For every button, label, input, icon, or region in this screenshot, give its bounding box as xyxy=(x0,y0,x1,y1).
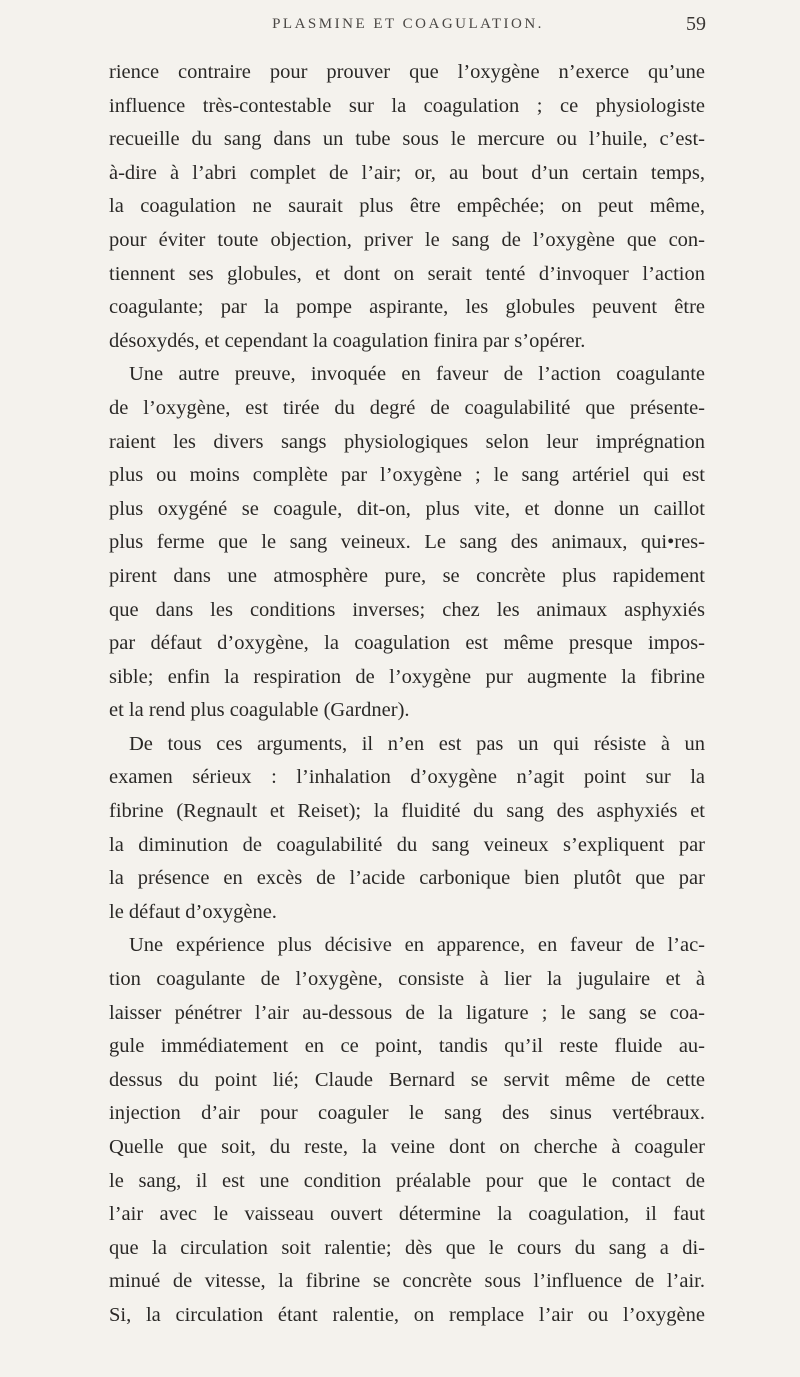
body-text xyxy=(109,56,705,1333)
text-line: minué de vitesse, la fibrine se concrète sous l’influence de l’air. xyxy=(109,1270,705,1293)
text-line: tion coagulante de l’oxygène, consiste à lier la jugulaire et à xyxy=(109,968,705,991)
text-line: laisser pénétrer l’air au-dessous de la ligature ; le sang se coa- xyxy=(109,1001,705,1024)
text-line: Une autre preuve, invoquée en faveur de l’action coagulante xyxy=(129,363,705,386)
text-line: le défaut d’oxygène. xyxy=(109,900,277,923)
text-line: Quelle que soit, du reste, la veine dont on cherche à coaguler xyxy=(109,1136,705,1158)
text-line: pirent dans une atmosphère pure, se concrète plus rapidement xyxy=(109,564,705,587)
text-line: sible; enfin la respiration de l’oxygène pur augmente la fibrine xyxy=(109,665,705,688)
text-line: fibrine (Regnault et Reiset); la fluidité du sang des asphyxiés et xyxy=(109,800,705,823)
text-line: injection d’air pour coaguler le sang des sinus vertébraux. xyxy=(109,1102,705,1125)
text-line: la diminution de coagulabilité du sang veineux s’expliquent par xyxy=(109,833,705,856)
text-line: que dans les conditions inverses; chez les animaux asphyxiés xyxy=(109,598,705,621)
text-line: Si, la circulation étant ralentie, on remplace l’air ou l’oxygène xyxy=(109,1303,705,1326)
text-line: influence très-contestable sur la coagulation ; ce physiologiste xyxy=(109,94,705,117)
running-title: PLASMINE ET COAGULATION. xyxy=(272,16,544,32)
text-line: plus ferme que le sang veineux. Le sang des animaux, qui•res- xyxy=(109,531,705,554)
text-line: tiennent ses globules, et dont on serait tenté d’invoquer l’action xyxy=(109,262,705,285)
text-line: recueille du sang dans un tube sous le mercure ou l’huile, c’est- xyxy=(109,128,705,151)
text-line: plus oxygéné se coagule, dit-on, plus vite, et donne un caillot xyxy=(109,497,705,520)
page-number: 59 xyxy=(686,13,706,35)
text-line: De tous ces arguments, il n’en est pas un qui résiste à un xyxy=(129,732,705,755)
text-line: Une expérience plus décisive en apparence, en faveur de l’ac- xyxy=(129,934,705,957)
text-line: désoxydés, et cependant la coagulation finira par s’opérer. xyxy=(109,329,586,352)
text-line: la coagulation ne saurait plus être empêchée; on peut même, xyxy=(109,195,705,218)
text-line: pour éviter toute objection, priver le sang de l’oxygène que con- xyxy=(109,228,705,251)
text-line: plus ou moins complète par l’oxygène ; le sang artériel qui est xyxy=(109,464,705,487)
text-line: de l’oxygène, est tirée du degré de coagulabilité que présente- xyxy=(109,396,705,419)
text-line: l’air avec le vaisseau ouvert détermine la coagulation, il faut xyxy=(109,1203,705,1226)
text-line: examen sérieux : l’inhalation d’oxygène n’agit point sur la xyxy=(109,766,705,789)
text-line: le sang, il est une condition préalable pour que le contact de xyxy=(109,1169,705,1192)
text-line: par défaut d’oxygène, la coagulation est même presque impos- xyxy=(109,632,705,655)
text-line: raient les divers sangs physiologiques selon leur imprégnation xyxy=(109,430,705,453)
text-line: que la circulation soit ralentie; dès que le cours du sang a di- xyxy=(109,1236,705,1259)
text-line: rience contraire pour prouver que l’oxygène n’exerce qu’une xyxy=(109,61,705,83)
text-line: gule immédiatement en ce point, tandis qu’il reste fluide au- xyxy=(109,1035,705,1058)
text-line: dessus du point lié; Claude Bernard se servit même de cette xyxy=(109,1068,705,1091)
text-line: à-dire à l’abri complet de l’air; or, au bout d’un certain temps, xyxy=(109,161,705,184)
text-line: coagulante; par la pompe aspirante, les globules peuvent être xyxy=(109,296,705,319)
running-head xyxy=(110,13,706,46)
text-line: et la rend plus coagulable (Gardner). xyxy=(109,699,410,722)
text-line: la présence en excès de l’acide carbonique bien plutôt que par xyxy=(109,867,705,890)
